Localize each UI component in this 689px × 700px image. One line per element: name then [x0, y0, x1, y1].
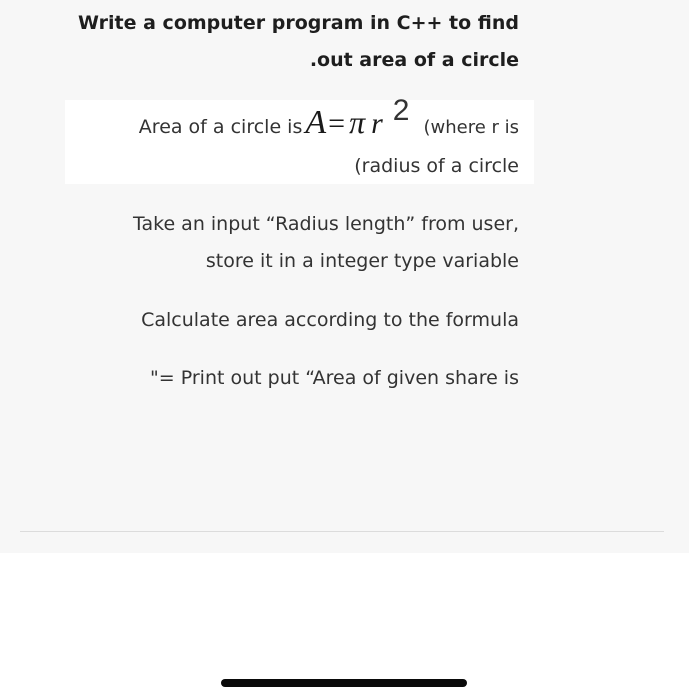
question-title-line-2: .out area of a circle: [309, 49, 519, 71]
section-divider: [20, 531, 664, 532]
formula-radius-line: (radius of a circle: [354, 155, 519, 177]
home-indicator[interactable]: [221, 679, 467, 687]
instruction-input-line-2: store it in a integer type variable: [205, 250, 519, 272]
instruction-calculate: Calculate area according to the formula: [141, 309, 519, 331]
formula-pi-symbol: π: [349, 104, 366, 140]
instruction-print: "= Print out put “Area of given share is: [150, 367, 519, 389]
formula-equals-symbol: =: [328, 107, 346, 140]
lower-blank-area: [0, 553, 689, 700]
formula-area-symbol: A: [305, 104, 327, 141]
question-title-line-1: Write a computer program in C++ to find: [78, 12, 519, 34]
formula-exponent: 2: [392, 94, 410, 127]
instruction-input-line-1: Take an input “Radius length” from user,: [133, 213, 519, 235]
formula-line: [138, 94, 519, 142]
formula-lead-text: Area of a circle is: [138, 116, 303, 138]
formula-trailing-text: (where r is: [423, 117, 519, 138]
formula-radius-symbol: r: [371, 107, 383, 140]
